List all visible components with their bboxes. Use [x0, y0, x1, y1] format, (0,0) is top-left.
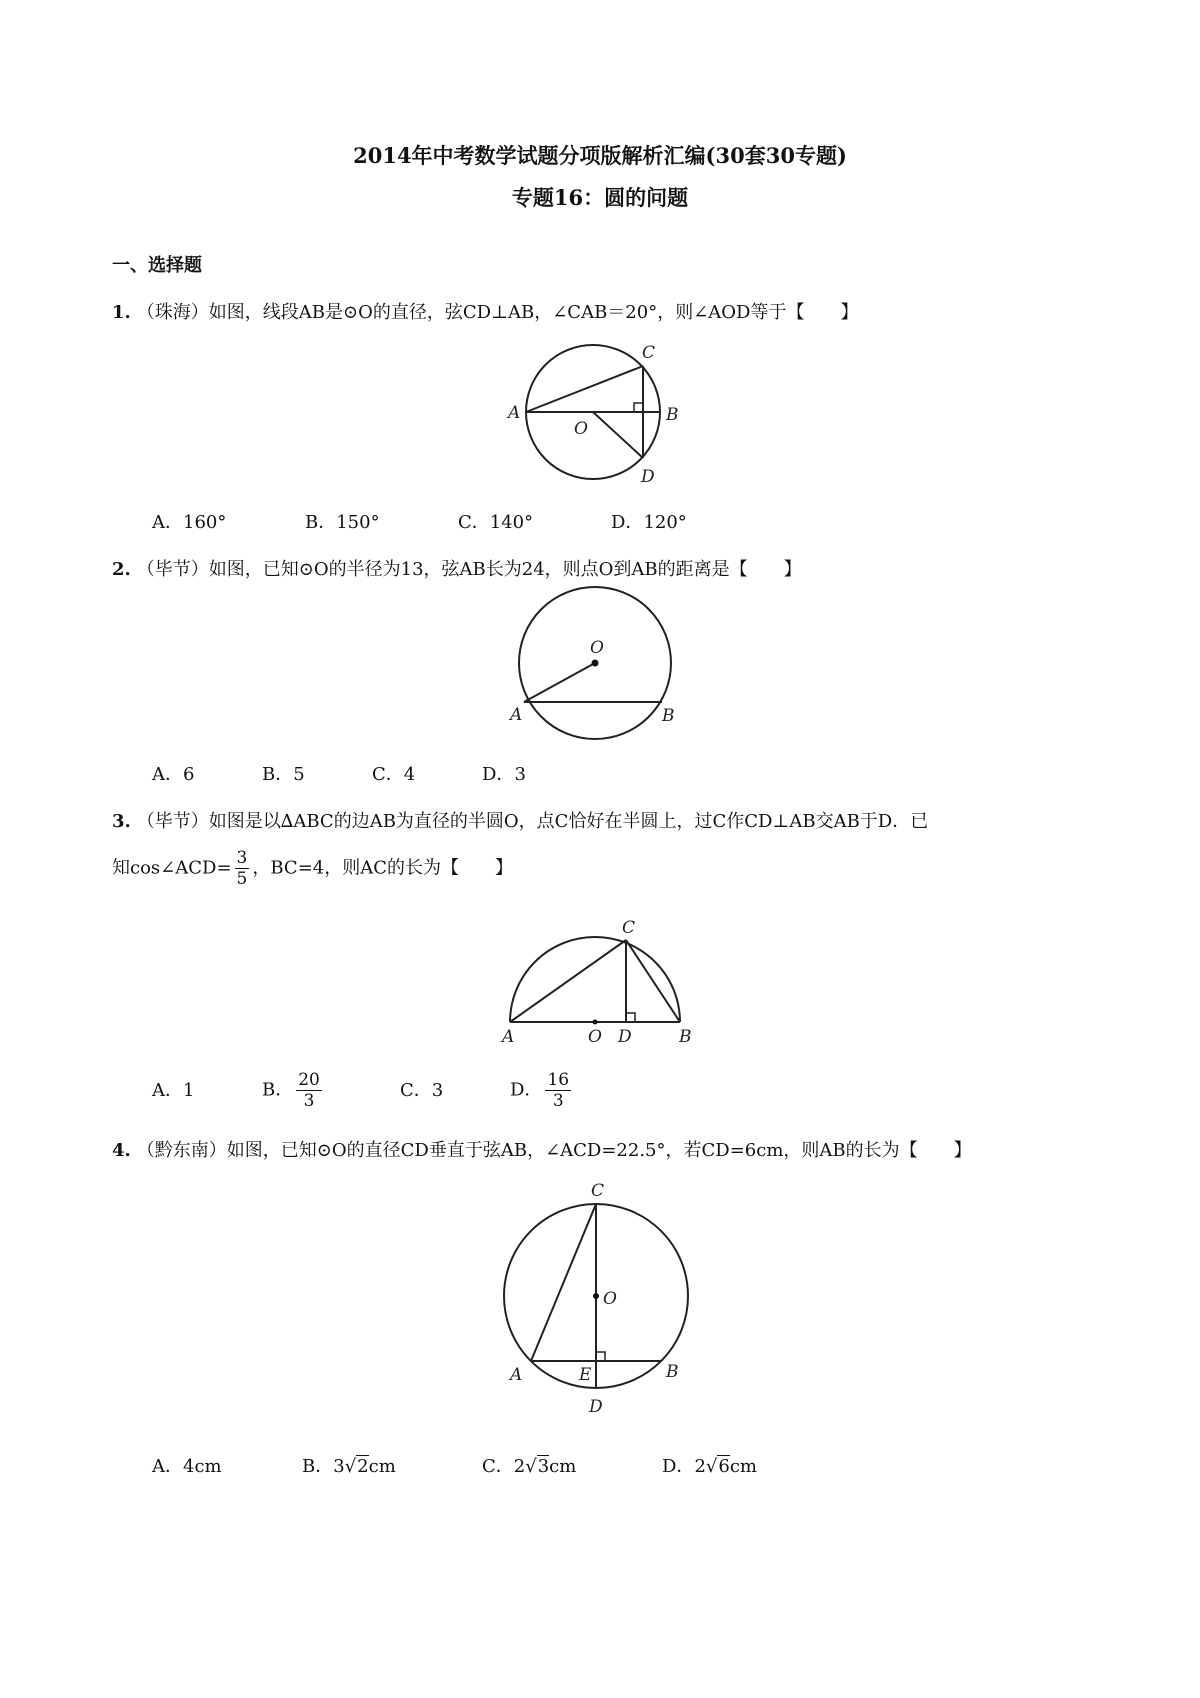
- center-point: [592, 660, 599, 667]
- label-d: D: [589, 1397, 603, 1417]
- question-number: 4.: [112, 1140, 131, 1161]
- label-b: B: [666, 405, 679, 425]
- label-a: A: [510, 705, 523, 725]
- semicircle-o: [510, 937, 680, 1022]
- option-c: C．4: [372, 764, 416, 785]
- center-point: [593, 1020, 598, 1025]
- page-title: 2014年中考数学试题分项版解析汇编(30套30专题): [353, 143, 847, 168]
- option-c: C．3: [400, 1079, 444, 1101]
- right-angle-mark: [626, 1013, 635, 1022]
- label-o: O: [574, 419, 588, 439]
- option-b: B．150°: [305, 512, 380, 533]
- option-b: B． $\frac{20}{3}$: [262, 1070, 320, 1111]
- options-q2: [152, 760, 526, 786]
- options-q3: [152, 1070, 574, 1111]
- question-3-line2: 知cos∠ACD= $\frac{3}{5}$ ，BC=4，则AC的长为【 】: [112, 848, 513, 889]
- question-number: 1.: [112, 302, 131, 323]
- option-a: A．1: [152, 1079, 195, 1101]
- options-q1: [152, 508, 687, 534]
- option-d: D．120°: [611, 512, 687, 533]
- option-a: A．6: [152, 764, 195, 785]
- label-o: O: [588, 1027, 602, 1045]
- segment-ac: [531, 1204, 596, 1361]
- option-d: D．2√6cm: [662, 1456, 757, 1477]
- option-a: A．160°: [152, 512, 227, 533]
- option-d: D． $\frac{16}{3}$: [510, 1070, 570, 1111]
- label-a: A: [502, 1027, 515, 1045]
- segment-bc: [626, 940, 680, 1022]
- label-o: O: [603, 1289, 617, 1309]
- section-heading: 一、选择题: [112, 255, 202, 276]
- segment-od: [593, 412, 643, 458]
- question-text: （黔东南）如图，已知⊙O的直径CD垂直于弦AB，∠ACD=22.5°，若CD=6cm，则AB的长为【 】: [136, 1140, 972, 1161]
- label-b: B: [662, 706, 675, 726]
- label-c: C: [642, 343, 656, 363]
- figure-q3: [490, 915, 720, 1045]
- label-b: B: [666, 1362, 679, 1382]
- radius-oa: [524, 663, 595, 702]
- fraction-cos: $\frac{3}{5}$: [236, 848, 248, 889]
- option-d: D．3: [482, 764, 526, 785]
- question-text: （珠海）如图，线段AB是⊙O的直径，弦CD⊥AB，∠CAB＝20°，则∠AOD等于【 】: [136, 302, 859, 323]
- label-a: A: [508, 403, 521, 423]
- question-number: 2.: [112, 559, 131, 580]
- label-c: C: [622, 918, 636, 938]
- option-c: C．2√3cm: [482, 1456, 577, 1477]
- label-b: B: [679, 1027, 692, 1045]
- label-c: C: [591, 1181, 605, 1201]
- label-a: A: [510, 1365, 523, 1385]
- label-o: O: [590, 638, 604, 658]
- option-b: B．3√2cm: [302, 1456, 396, 1477]
- option-a: A．4cm: [152, 1456, 222, 1477]
- figure-q1: [488, 330, 688, 495]
- segment-ac: [510, 940, 626, 1022]
- page-subtitle: 专题16：圆的问题: [511, 185, 689, 210]
- option-b: B．5: [262, 764, 305, 785]
- segment-ac: [526, 366, 643, 412]
- question-number: 3.: [112, 811, 131, 832]
- right-angle-mark: [634, 403, 643, 412]
- question-2: [112, 555, 802, 581]
- figure-q4: [490, 1180, 710, 1420]
- question-4: [112, 1136, 972, 1162]
- option-c: C．140°: [458, 512, 534, 533]
- right-angle-mark: [596, 1352, 605, 1361]
- figure-q2: [500, 585, 710, 755]
- center-point: [593, 1293, 599, 1299]
- label-e: E: [579, 1365, 592, 1385]
- label-d: D: [618, 1027, 632, 1045]
- question-text: （毕节）如图是以∆ABC的边AB为直径的半圆O，点C恰好在半圆上，过C作CD⊥AB交AB于D．已: [136, 811, 929, 832]
- question-1: [112, 298, 858, 324]
- question-text: （毕节）如图，已知⊙O的半径为13，弦AB长为24，则点O到AB的距离是【 】: [136, 559, 802, 580]
- options-q4: [152, 1452, 757, 1478]
- label-d: D: [641, 467, 655, 487]
- question-3-line1: [112, 807, 928, 833]
